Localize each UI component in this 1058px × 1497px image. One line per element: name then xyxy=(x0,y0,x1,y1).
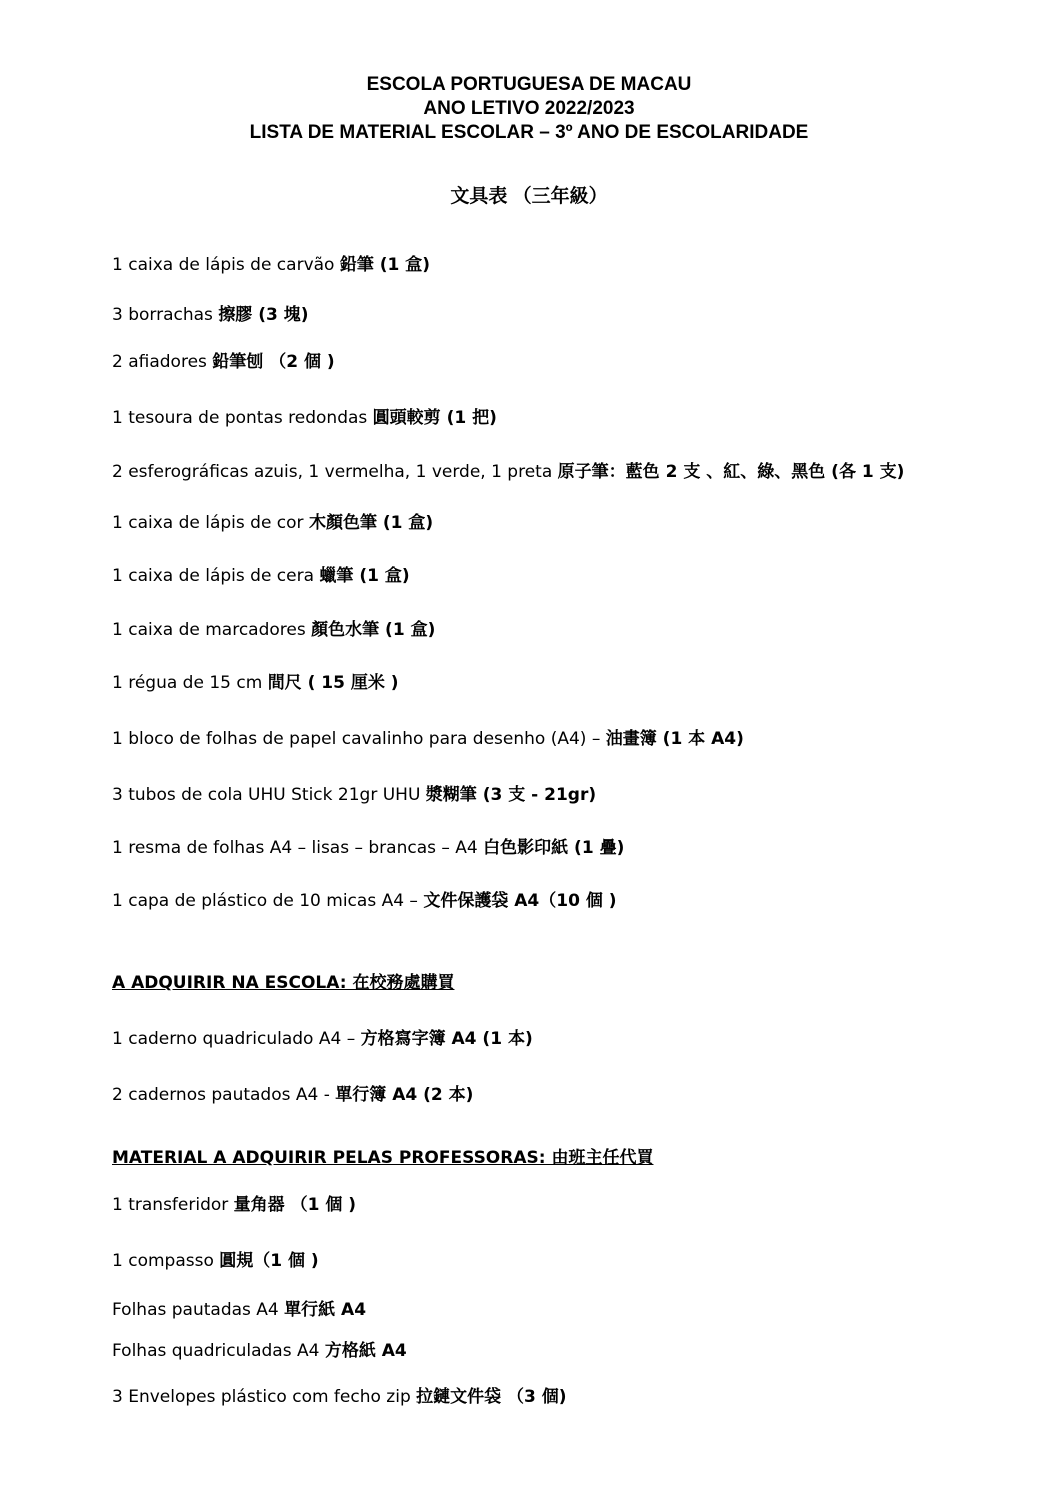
item-pt: 2 cadernos pautados A4 - xyxy=(112,1085,336,1105)
item-pt: Folhas pautadas A4 xyxy=(112,1300,285,1320)
item-pt: 3 borrachas xyxy=(112,305,219,325)
item-pt: 1 capa de plástico de 10 micas A4 – xyxy=(112,891,424,911)
item-zh: 方格紙 A4 xyxy=(324,1341,407,1361)
item-pt: 1 caixa de lápis de cera xyxy=(112,566,320,586)
item-pt: Folhas quadriculadas A4 xyxy=(112,1341,325,1361)
list-item xyxy=(112,1027,533,1051)
section-heading-school: A ADQUIRIR NA ESCOLA: 在校務處購買 xyxy=(112,973,455,993)
item-zh: 木顏色筆 (1 盒) xyxy=(308,513,434,533)
list-item xyxy=(112,350,335,374)
list-item xyxy=(112,460,904,484)
school-name: ESCOLA PORTUGUESA DE MACAU xyxy=(366,74,692,95)
list-item xyxy=(112,1385,567,1409)
item-zh: 拉鏈文件袋 （3 個) xyxy=(416,1387,567,1407)
item-zh: 量角器 （1 個 ) xyxy=(233,1195,357,1215)
list-item xyxy=(112,1083,473,1107)
item-zh: 鉛筆刨 （2 個 ) xyxy=(212,352,335,372)
item-pt: 1 compasso xyxy=(112,1251,220,1271)
list-item xyxy=(112,564,410,588)
item-pt: 1 bloco de folhas de papel cavalinho para desenho (A4) – xyxy=(112,729,606,749)
item-zh: 油畫簿 (1 本 A4) xyxy=(605,729,744,749)
list-item xyxy=(112,1193,356,1217)
school-year: ANO LETIVO 2022/2023 xyxy=(423,98,635,119)
item-zh: 文件保護袋 A4（10 個 ) xyxy=(423,891,617,911)
item-pt: 1 resma de folhas A4 – lisas – brancas – A4 xyxy=(112,838,484,858)
list-item xyxy=(112,511,433,535)
list-item xyxy=(112,889,617,913)
list-item xyxy=(112,727,744,751)
item-pt: 2 esferográficas azuis, 1 vermelha, 1 verde, 1 preta xyxy=(112,462,558,482)
item-zh: 圓頭較剪 (1 把) xyxy=(372,408,497,428)
list-item xyxy=(112,1249,319,1273)
item-pt: 2 afiadores xyxy=(112,352,213,372)
item-zh: 鉛筆 (1 盒) xyxy=(339,255,431,275)
list-item xyxy=(112,618,435,642)
item-zh: 單行簿 A4 (2 本) xyxy=(335,1085,474,1105)
item-pt: 1 caderno quadriculado A4 – xyxy=(112,1029,361,1049)
list-item xyxy=(112,836,624,860)
list-item xyxy=(112,303,309,327)
item-zh: 單行紙 A4 xyxy=(284,1300,367,1320)
item-zh: 原子筆：藍色 2 支 、紅、綠、黑色 (各 1 支) xyxy=(557,462,905,482)
list-item xyxy=(112,406,497,430)
item-pt: 3 Envelopes plástico com fecho zip xyxy=(112,1387,417,1407)
item-pt: 1 caixa de lápis de cor xyxy=(112,513,309,533)
item-zh: 漿糊筆 (3 支 - 21gr) xyxy=(425,785,597,805)
list-item xyxy=(112,1339,407,1363)
item-zh: 圓規（1 個 ) xyxy=(219,1251,319,1271)
section-heading-teachers: MATERIAL A ADQUIRIR PELAS PROFESSORAS: 由班主任代買 xyxy=(112,1148,654,1168)
chinese-title: 文具表 （三年級） xyxy=(450,186,608,207)
item-pt: 1 caixa de marcadores xyxy=(112,620,312,640)
document-header xyxy=(0,73,1058,145)
list-item xyxy=(112,783,596,807)
item-pt: 1 transferidor xyxy=(112,1195,234,1215)
item-zh: 蠟筆 (1 盒) xyxy=(319,566,410,586)
list-item xyxy=(112,1298,366,1322)
list-title: LISTA DE MATERIAL ESCOLAR – 3º ANO DE ESCOLARIDADE xyxy=(249,122,809,143)
item-zh: 白色影印紙 (1 疊) xyxy=(483,838,625,858)
item-zh: 方格寫字簿 A4 (1 本) xyxy=(360,1029,533,1049)
item-pt: 1 caixa de lápis de carvão xyxy=(112,255,340,275)
item-zh: 擦膠 (3 塊) xyxy=(218,305,309,325)
item-zh: 間尺 ( 15 厘米 ) xyxy=(267,673,399,693)
item-zh: 顏色水筆 (1 盒) xyxy=(311,620,436,640)
list-item xyxy=(112,253,430,277)
item-pt: 1 régua de 15 cm xyxy=(112,673,268,693)
item-pt: 3 tubos de cola UHU Stick 21gr UHU xyxy=(112,785,426,805)
item-pt: 1 tesoura de pontas redondas xyxy=(112,408,373,428)
list-item xyxy=(112,671,399,695)
